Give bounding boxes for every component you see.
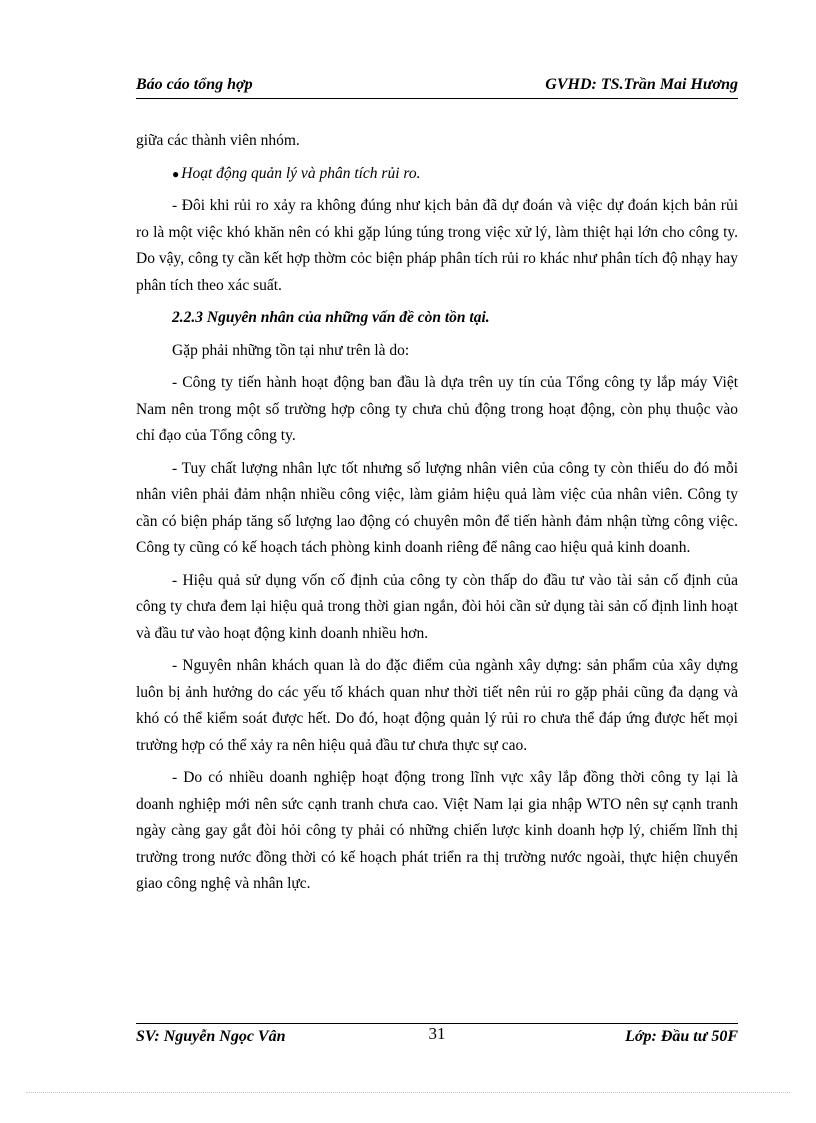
page-body	[136, 128, 738, 904]
bullet-dot-icon: ●	[172, 166, 180, 181]
paragraph-continuation: giữa các thành viên nhóm.	[136, 132, 300, 149]
bullet-text: Hoạt động quản lý và phân tích rủi ro.	[181, 164, 421, 182]
page-header	[136, 74, 738, 99]
section-heading-2-2-3: 2.2.3 Nguyên nhân của những vấn đề còn tồn tại.	[172, 309, 490, 326]
header-report-title: Báo cáo tổng hợp	[136, 76, 253, 93]
paragraph-reason-5: - Do có nhiều doanh nghiệp hoạt động trong lĩnh vực xây lắp đồng thời công ty lại là doanh nghiệp mới nên sức cạnh tranh chưa cao. Việt Nam lại gia nhập WTO nên sự cạnh tranh ngày càng gay gắt đòi hỏi công ty phải có những chiến lược kinh doanh hợp lý, chiếm lĩnh thị trường trong nước đồng thời có kế hoạch phát triển ra thị trường nước ngoài, thực hiện chuyển giao công nghệ và nhân lực.	[136, 769, 738, 892]
paragraph-reason-3: - Hiệu quả sử dụng vốn cố định của công ty còn thấp do đầu tư vào tài sản cố định của công ty chưa đem lại hiệu quả trong thời gian ngắn, đòi hỏi cần sử dụng tài sản cố định linh hoạt và đầu tư vào hoạt động kinh doanh nhiều hơn.	[136, 571, 738, 642]
footer-class: Lớp: Đầu tư 50F	[625, 1028, 738, 1045]
page-number: 31	[425, 1024, 450, 1043]
page-edge-divider	[26, 1092, 790, 1093]
paragraph-reason-2: - Tuy chất lượng nhân lực tốt nhưng số lượng nhân viên của công ty còn thiếu do đó mỗi nhân viên phải đảm nhận nhiều công việc, làm giảm hiệu quả làm việc của nhân viên. Công ty cần có biện pháp tăng số lượng lao động có chuyên môn để tiến hành đảm nhận từng công việc. Công ty cũng có kế hoạch tách phòng kinh doanh riêng để nâng cao hiệu quả kinh doanh.	[136, 459, 738, 556]
paragraph-intro: Gặp phải những tồn tại như trên là do:	[172, 341, 410, 359]
paragraph-reason-4: - Nguyên nhân khách quan là do đặc điểm của ngành xây dựng: sản phẩm của xây dựng luôn bị ảnh hưởng do các yếu tố khách quan như thời tiết nên rủi ro gặp phải cũng đa dạng và khó có thể kiểm soát được hết. Do đó, hoạt động quản lý rủi ro chưa thể đáp ứng được hết mọi trường hợp có thể xảy ra nên hiệu quả đầu tư chưa thực sự cao.	[136, 657, 738, 754]
header-supervisor: GVHD: TS.Trần Mai Hương	[545, 76, 738, 93]
paragraph-risk: - Đôi khi rủi ro xảy ra không đúng như kịch bản đã dự đoán và việc dự đoán kịch bản rủi ro là một việc khó khăn nên có khi gặp lúng túng trong việc xử lý, làm thiệt hại lớn cho công ty. Do vậy, công ty cần kết hợp thờm cỏc biện pháp phân tích rủi ro khác như phân tích độ nhạy hay phân tích theo xác suất.	[136, 197, 738, 294]
footer-student: SV: Nguyễn Ngọc Vân	[136, 1028, 286, 1045]
paragraph-reason-1: - Công ty tiến hành hoạt động ban đầu là dựa trên uy tín của Tổng công ty lắp máy Việt Nam nên trong một số trường hợp công ty chưa chủ động trong hoạt động, còn phụ thuộc vào chỉ đạo của Tổng công ty.	[136, 374, 738, 444]
page-footer	[136, 1023, 738, 1050]
bullet-risk-management	[136, 161, 738, 188]
